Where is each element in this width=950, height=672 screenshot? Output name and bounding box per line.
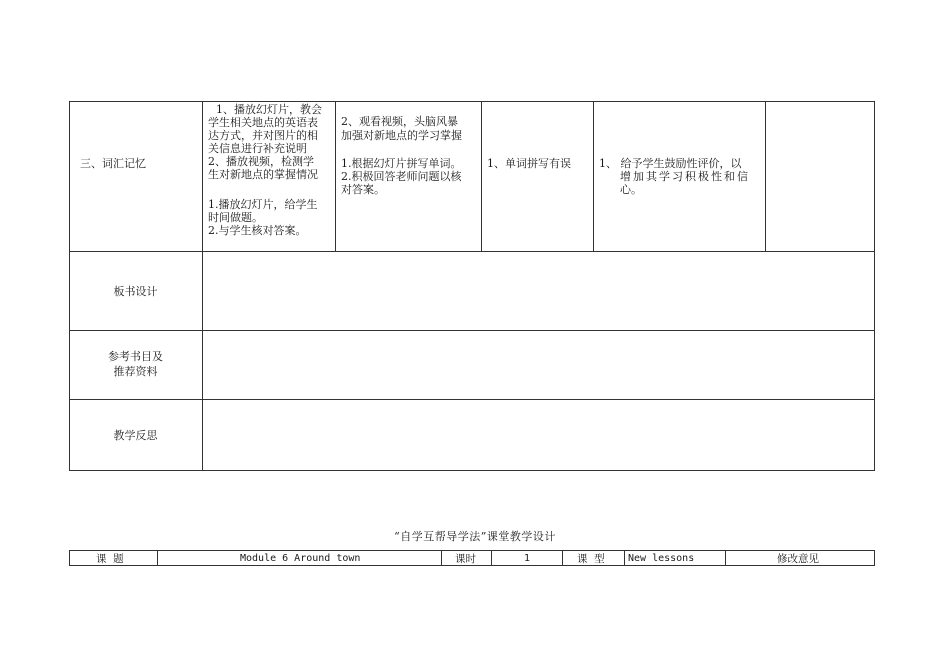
student-line: 1.根据幻灯片拼写单词。	[341, 157, 462, 170]
student-line: 加强对新地点的学习掌握	[341, 129, 462, 142]
student-line: 对答案。	[341, 183, 385, 196]
teacher-line: 2.与学生核对答案。	[208, 224, 307, 237]
teacher-line: 1、播放幻灯片，教会	[216, 103, 322, 116]
solution-line: 1、 给予学生鼓励性评价，以	[599, 157, 742, 170]
page-title: “自学互帮导学法”课堂教学设计	[394, 530, 556, 543]
teacher-line: 关信息进行补充说明	[208, 142, 307, 155]
reflection-label: 教学反思	[113, 429, 158, 442]
student-line: 2.积极回答老师问题以核	[341, 170, 462, 183]
teacher-line: 时间做题。	[208, 211, 263, 224]
type-value: New lessons	[628, 553, 695, 564]
references-label-line: 参考书目及	[108, 350, 163, 363]
solution-line: 增加其学习积极性和信	[620, 170, 750, 183]
teacher-line: 达方式，并对图片的相	[208, 129, 318, 142]
revision-label: 修改意见	[777, 553, 819, 565]
teacher-line: 学生相关地点的英语表	[208, 116, 318, 129]
topic-value: Module 6 Around town	[240, 553, 361, 564]
teacher-line: 生对新地点的掌握情况	[208, 168, 318, 181]
teacher-line: 1.播放幻灯片，给学生	[208, 198, 318, 211]
period-label: 课时	[455, 553, 476, 565]
board-design-label: 板书设计	[113, 285, 158, 298]
type-label: 课 型	[577, 553, 605, 565]
possible-problem-cell: 1、单词拼写有误	[487, 157, 571, 170]
references-label-line: 推荐资料	[113, 365, 158, 378]
period-value: 1	[524, 553, 531, 564]
teacher-line: 2、播放视频，检测学	[208, 155, 314, 168]
row-vocab-label: 三、词汇记忆	[80, 157, 146, 170]
student-line: 2、观看视频，头脑风暴	[341, 115, 458, 128]
solution-line: 心。	[620, 183, 642, 196]
topic-label: 课 题	[96, 553, 124, 565]
